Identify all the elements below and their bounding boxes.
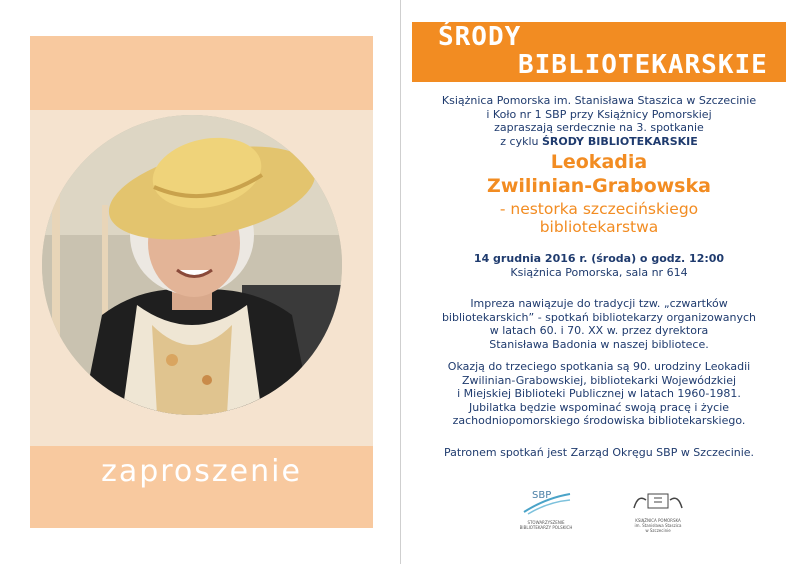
event-date-time: 14 grudnia 2016 r. (środa) o godz. 12:00 <box>473 252 725 265</box>
portrait-photo <box>42 115 342 415</box>
paragraph-line: bibliotekarskich” - spotkań bibliotekarzy organizowanych <box>441 310 757 324</box>
ksiaznica-logo-line1: KSIĄŻNICA POMORSKA <box>635 518 681 523</box>
invitation-caption: zaproszenie <box>101 454 302 489</box>
paragraph-line: Stanisława Badonia w naszej bibliotece. <box>489 337 709 351</box>
intro-line: i Koło nr 1 SBP przy Książnicy Pomorskiej <box>486 107 712 121</box>
event-details <box>412 252 786 279</box>
paragraph-line: Zwilinian-Grabowskiej, bibliotekarki Wojewódzkiej <box>461 373 737 387</box>
title-banner <box>412 22 786 82</box>
subtitle-line: - nestorka szczecińskiego <box>499 200 699 218</box>
paragraph-line: zachodniopomorskiego środowiska bibliotekarskiego. <box>452 414 746 427</box>
paragraph-occasion <box>412 360 786 428</box>
speaker-first-name: Leokadia <box>550 151 648 173</box>
sbp-mark: SBP <box>532 490 552 501</box>
event-place: Książnica Pomorska, sala nr 614 <box>510 265 688 279</box>
page-divider <box>400 0 401 564</box>
subtitle-line: bibliotekarstwa <box>539 218 659 236</box>
photo-frame <box>30 110 373 446</box>
banner-title-line1: ŚRODY <box>438 22 522 52</box>
speaker-name <box>412 150 786 198</box>
griffin-emblem-icon <box>626 490 690 514</box>
intro-line: zapraszają serdecznie na 3. spotkanie <box>494 121 704 134</box>
paragraph-line: w latach 60. i 70. XX w. przez dyrektora <box>489 324 709 337</box>
intro-prefix: z cyklu <box>500 134 542 148</box>
sbp-logo-text: STOWARZYSZENIE BIBLIOTEKARZY POLSKICH <box>519 520 573 530</box>
banner-title-line2: BIBLIOTEKARSKIE <box>518 50 768 80</box>
paragraph-tradition <box>412 297 786 351</box>
series-name: ŚRODY BIBLIOTEKARSKIE <box>541 134 698 148</box>
portrait-illustration <box>42 115 342 415</box>
paragraph-line: i Miejskiej Biblioteki Publicznej w latach 1960-1981. <box>457 387 741 400</box>
intro-line <box>412 135 786 149</box>
ksiaznica-logo <box>626 490 690 536</box>
cover-card <box>30 36 373 528</box>
paragraph-line: Jubilatka będzie wspominać swoją pracę i życie <box>468 400 730 414</box>
paragraph-line: Okazją do trzeciego spotkania są 90. urodziny Leokadii <box>447 360 751 373</box>
intro-line: Książnica Pomorska im. Stanisława Staszica w Szczecinie <box>441 94 757 107</box>
paragraph-line: Impreza nawiązuje do tradycji tzw. „czwartków <box>470 297 728 310</box>
intro-text <box>412 94 786 148</box>
patron-note: Patronem spotkań jest Zarząd Okręgu SBP w Szczecinie. <box>443 446 755 459</box>
sbp-logo <box>518 490 574 536</box>
ksiaznica-logo-line3: w Szczecinie <box>645 528 671 533</box>
ksiaznica-logo-line2: im. Stanisława Staszica <box>634 523 682 528</box>
speaker-subtitle <box>412 200 786 236</box>
speaker-last-name: Zwilinian-Grabowska <box>487 175 711 197</box>
